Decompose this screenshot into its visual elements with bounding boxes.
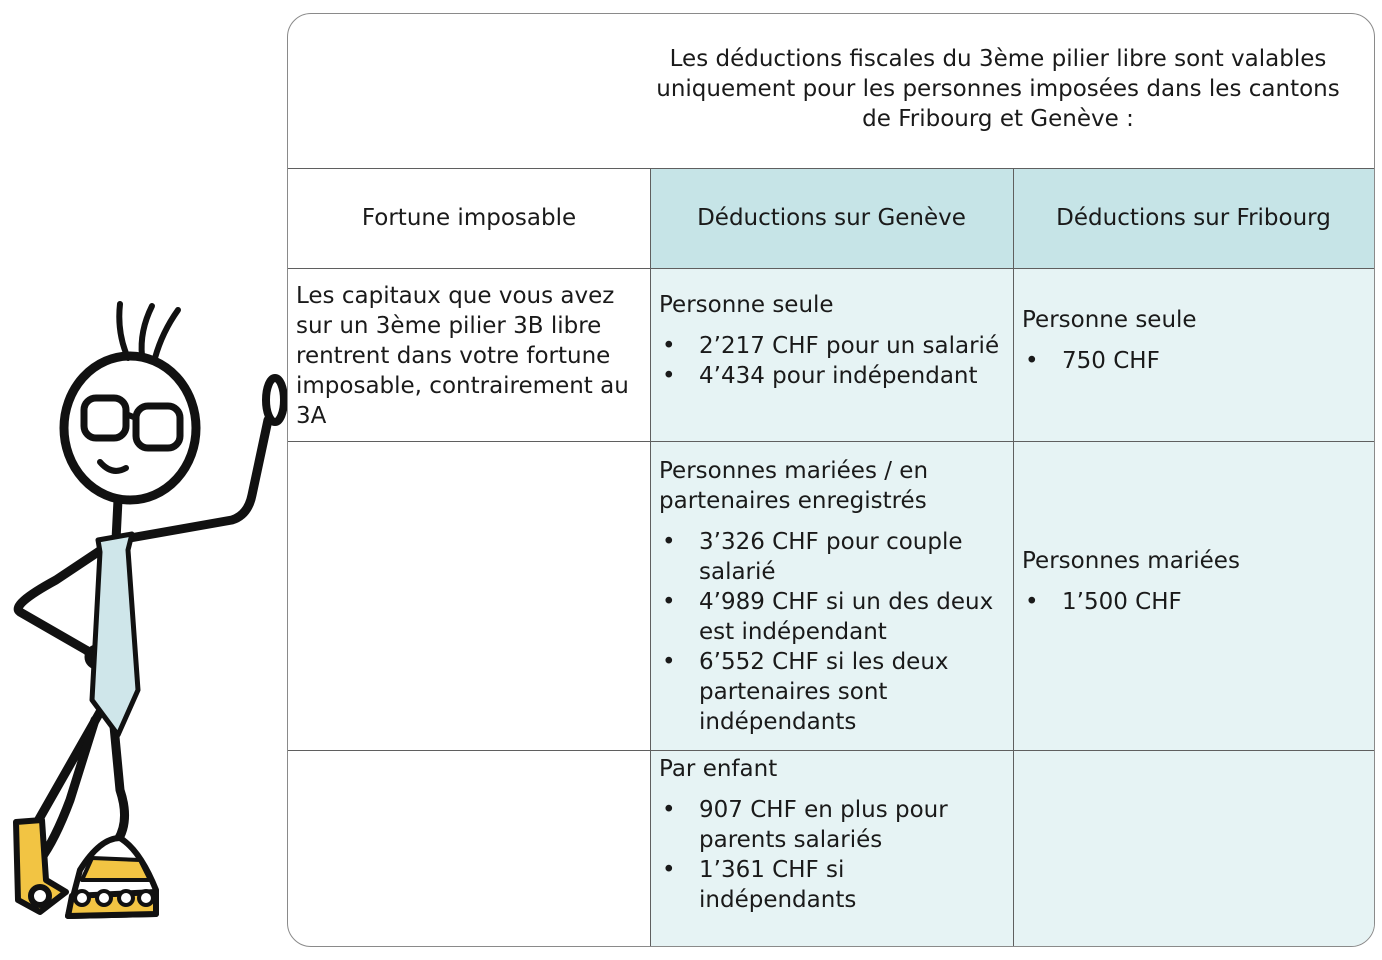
deductions-card: [287, 13, 1375, 947]
fribourg-single-list: [1022, 346, 1367, 376]
list-item: • 4’434 pour indépendant: [659, 361, 1004, 391]
list-item: • 2’217 CHF pour un salarié: [659, 331, 1004, 361]
header-fribourg: Déductions sur Fribourg: [1056, 205, 1331, 231]
list-item: • 907 CHF en plus pour parents salariés: [659, 795, 1004, 855]
geneve-married: [659, 456, 1004, 737]
geneve-child-list: [659, 795, 1004, 915]
header-geneve: Déductions sur Genève: [697, 205, 966, 231]
list-item: • 1’361 CHF si indépendants: [659, 855, 1004, 915]
grid-line: [1013, 168, 1014, 946]
list-item: • 3’326 CHF pour couple salarié: [659, 527, 1004, 587]
fribourg-single: [1022, 305, 1367, 376]
fortune-text: Les capitaux que vous avez sur un 3ème pilier 3B libre rentrent dans votre fortune imposable, contrairement au 3A: [296, 283, 629, 429]
grid-line: [650, 168, 651, 946]
grid-line: [288, 268, 1374, 269]
list-item: • 4’989 CHF si un des deux est indépendant: [659, 587, 1004, 647]
list-item: • 1’500 CHF: [1022, 587, 1367, 617]
geneve-child-title: Par enfant: [659, 756, 778, 782]
geneve-single-list: [659, 331, 1004, 391]
fribourg-married-title: Personnes mariées: [1022, 548, 1240, 574]
geneve-married-list: [659, 527, 1004, 737]
stick-figure-illustration: [0, 290, 290, 930]
geneve-single-title: Personne seule: [659, 292, 834, 318]
fribourg-single-title: Personne seule: [1022, 307, 1197, 333]
grid-line: [288, 750, 1374, 751]
intro-text: Les déductions fiscales du 3ème pilier libre sont valables uniquement pour les personnes imposées dans les cantons de Fribourg et Genève :: [656, 46, 1340, 132]
grid-line: [288, 441, 1374, 442]
fribourg-married: [1022, 546, 1367, 617]
list-item: • 6’552 CHF si les deux partenaires sont indépendants: [659, 647, 1004, 737]
header-fortune: Fortune imposable: [361, 205, 577, 231]
geneve-married-title: Personnes mariées / en partenaires enregistrés: [659, 458, 929, 514]
fribourg-married-list: [1022, 587, 1367, 617]
geneve-single: [659, 290, 1004, 391]
list-item: • 750 CHF: [1022, 346, 1367, 376]
geneve-child: [659, 754, 1004, 915]
